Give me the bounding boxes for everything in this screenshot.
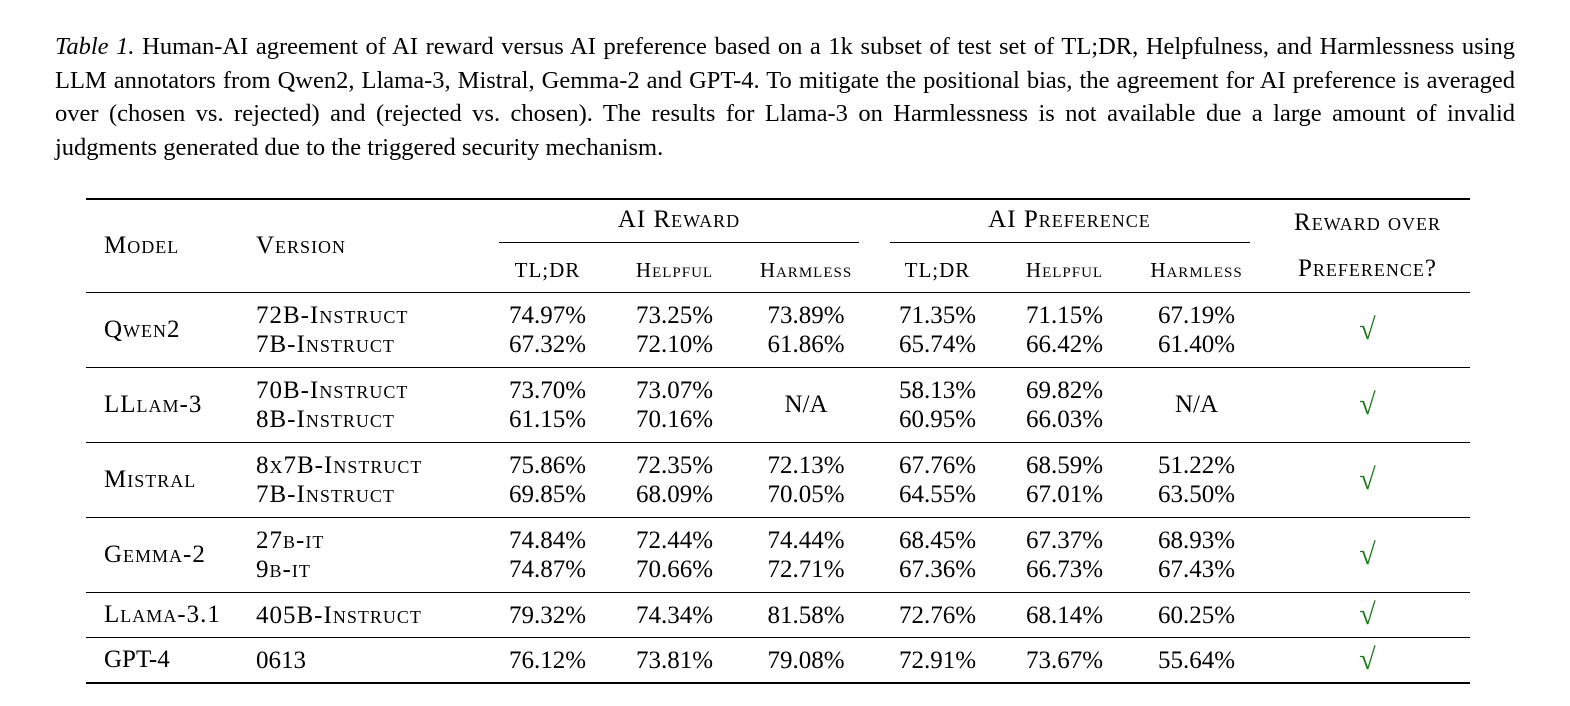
value: 65.74% — [898, 331, 977, 358]
model-versions — [256, 293, 484, 368]
reward-tldr-cell — [484, 518, 611, 593]
reward-harmless-cell — [738, 518, 874, 593]
value: 68.45% — [898, 527, 977, 554]
value: 66.42% — [1025, 331, 1104, 358]
value: 67.32% — [508, 331, 587, 358]
reward-helpful-cell — [611, 293, 738, 368]
checkmark-icon: √ — [1265, 638, 1470, 684]
version-label: 7B-Instruct — [256, 331, 395, 358]
preference-harmless-cell — [1128, 443, 1265, 518]
table-row-gpt4 — [86, 638, 1470, 684]
checkmark-icon: √ — [1265, 593, 1470, 638]
header-row-1 — [86, 199, 1470, 249]
value: 71.15% — [1025, 302, 1104, 329]
version-label: 405B-Instruct — [256, 593, 484, 638]
model-name: Gemma-2 — [86, 518, 256, 593]
value: 72.44% — [635, 527, 714, 554]
reward-tldr-cell: 76.12% — [484, 638, 611, 684]
table-row-llama3 — [86, 368, 1470, 443]
model-versions — [256, 518, 484, 593]
reward-helpful-cell — [611, 443, 738, 518]
reward-tldr-cell — [484, 293, 611, 368]
value: 63.50% — [1157, 481, 1236, 508]
value: 61.15% — [508, 406, 587, 433]
header-ai-reward — [484, 199, 874, 249]
checkmark-icon: √ — [1265, 293, 1470, 368]
model-name: LLlam-3 — [86, 368, 256, 443]
checkmark-icon: √ — [1265, 518, 1470, 593]
value: 72.10% — [635, 331, 714, 358]
value: 64.55% — [898, 481, 977, 508]
table-row-llama31 — [86, 593, 1470, 638]
value: 73.25% — [635, 302, 714, 329]
value: 69.85% — [508, 481, 587, 508]
version-label: 72B-Instruct — [256, 302, 409, 329]
checkmark-icon: √ — [1265, 443, 1470, 518]
preference-helpful-cell — [1001, 293, 1128, 368]
value: 51.22% — [1157, 452, 1236, 479]
table-row-gemma2 — [86, 518, 1470, 593]
reward-harmless-cell — [738, 443, 874, 518]
table-row-qwen2 — [86, 293, 1470, 368]
value: 60.95% — [898, 406, 977, 433]
reward-tldr-cell: 79.32% — [484, 593, 611, 638]
subheader-reward-tldr: TL;DR — [514, 258, 581, 283]
value: 69.82% — [1025, 377, 1104, 404]
preference-harmless-cell: 60.25% — [1128, 593, 1265, 638]
table-row-mistral — [86, 443, 1470, 518]
value: 74.84% — [508, 527, 587, 554]
model-name: Llama-3.1 — [86, 593, 256, 638]
value: 70.66% — [635, 556, 714, 583]
value: 61.86% — [767, 331, 845, 358]
value: 74.97% — [508, 302, 587, 329]
reward-helpful-cell: 73.81% — [611, 638, 738, 684]
preference-helpful-cell: 68.14% — [1001, 593, 1128, 638]
version-label: 0613 — [256, 638, 484, 684]
value: 73.89% — [767, 302, 845, 329]
value: 73.07% — [635, 377, 714, 404]
value: 67.19% — [1157, 302, 1236, 329]
preference-tldr-cell: 72.76% — [874, 593, 1001, 638]
subheader-reward-harmless: Harmless — [759, 258, 853, 283]
caption-text: Human-AI agreement of AI reward versus AI preference based on a 1k subset of test set of TL;DR, Helpfulness, and Harmlessness using LLM annotators from Qwen2, Llama-3, Mistral, Gemma-2 and GPT-4. To mitigate the positional bias, the agreement for AI preference is averaged over (chosen vs. rejected) and (rejected vs. chosen). The results for Llama-3 on Harmlessness is not available due a large amount of invalid judgments generated due to the triggered security mechanism. — [55, 33, 1516, 161]
preference-helpful-cell — [1001, 518, 1128, 593]
value: 61.40% — [1157, 331, 1236, 358]
subheader-preference-tldr: TL;DR — [904, 258, 971, 283]
model-versions — [256, 443, 484, 518]
model-name: Mistral — [86, 443, 256, 518]
checkmark-icon: √ — [1265, 368, 1470, 443]
value: 67.76% — [898, 452, 977, 479]
value: 75.86% — [508, 452, 587, 479]
model-versions — [256, 368, 484, 443]
value: 68.93% — [1157, 527, 1236, 554]
header-reward-over-preference — [1265, 199, 1470, 293]
version-label: 70B-Instruct — [256, 377, 409, 404]
value: 72.13% — [767, 452, 845, 479]
header-ai-preference — [874, 199, 1265, 249]
preference-helpful-cell — [1001, 443, 1128, 518]
preference-tldr-cell — [874, 293, 1001, 368]
value: 71.35% — [898, 302, 977, 329]
model-name: GPT-4 — [86, 638, 256, 684]
value: 58.13% — [898, 377, 977, 404]
header-model: Model — [86, 199, 256, 293]
value: 74.87% — [508, 556, 587, 583]
subheader-preference-helpful: Helpful — [1025, 258, 1104, 283]
preference-tldr-cell — [874, 518, 1001, 593]
preference-tldr-cell — [874, 368, 1001, 443]
preference-harmless-cell: N/A — [1128, 368, 1265, 443]
preference-harmless-cell — [1128, 293, 1265, 368]
reward-helpful-cell — [611, 368, 738, 443]
caption-label: Table 1. — [55, 33, 135, 60]
reward-harmless-cell: 81.58% — [738, 593, 874, 638]
value: 66.73% — [1025, 556, 1104, 583]
subheader-preference-harmless: Harmless — [1150, 258, 1243, 283]
preference-tldr-cell — [874, 443, 1001, 518]
reward-helpful-cell — [611, 518, 738, 593]
version-label: 8B-Instruct — [256, 406, 395, 433]
value: 72.35% — [635, 452, 714, 479]
version-label: 27b-it — [256, 527, 325, 554]
results-table — [86, 198, 1470, 684]
value: 72.71% — [767, 556, 845, 583]
value: 68.59% — [1025, 452, 1104, 479]
header-ai-preference-label: AI Preference — [988, 206, 1151, 234]
value: 67.01% — [1025, 481, 1104, 508]
preference-helpful-cell — [1001, 368, 1128, 443]
preference-tldr-cell: 72.91% — [874, 638, 1001, 684]
table-caption — [55, 30, 1515, 164]
reward-harmless-cell: N/A — [738, 368, 874, 443]
reward-helpful-cell: 74.34% — [611, 593, 738, 638]
version-label: 8x7B-Instruct — [256, 452, 423, 479]
header-ai-reward-rule — [499, 242, 859, 243]
value: 70.05% — [767, 481, 845, 508]
header-version: Version — [256, 199, 484, 293]
value: 67.43% — [1157, 556, 1236, 583]
value: 67.37% — [1025, 527, 1104, 554]
value: 74.44% — [767, 527, 845, 554]
value: 70.16% — [635, 406, 714, 433]
header-ai-preference-rule — [890, 242, 1250, 243]
value: 68.09% — [635, 481, 714, 508]
model-name: Qwen2 — [86, 293, 256, 368]
reward-harmless-cell — [738, 293, 874, 368]
preference-helpful-cell: 73.67% — [1001, 638, 1128, 684]
preference-harmless-cell — [1128, 518, 1265, 593]
version-label: 7B-Instruct — [256, 481, 395, 508]
header-reward-over-line2: Preference? — [1297, 255, 1437, 282]
reward-tldr-cell — [484, 368, 611, 443]
reward-tldr-cell — [484, 443, 611, 518]
version-label: 9b-it — [256, 556, 311, 583]
reward-harmless-cell: 79.08% — [738, 638, 874, 684]
preference-harmless-cell: 55.64% — [1128, 638, 1265, 684]
header-reward-over-line1: Reward over — [1294, 209, 1441, 236]
value: 73.70% — [508, 377, 587, 404]
value: 66.03% — [1025, 406, 1104, 433]
subheader-reward-helpful: Helpful — [635, 258, 714, 283]
header-ai-reward-label: AI Reward — [617, 206, 741, 234]
value: 67.36% — [898, 556, 977, 583]
